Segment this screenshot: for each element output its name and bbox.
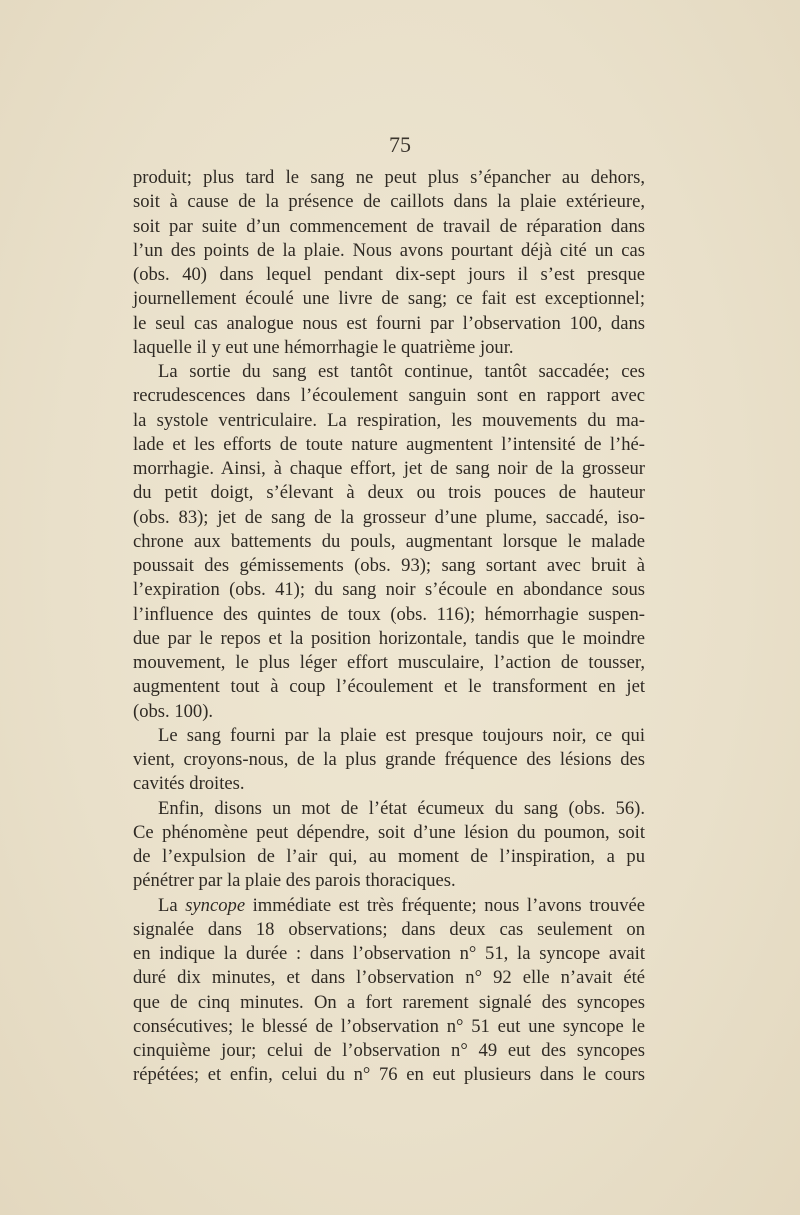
text-line: recrudescences dans l’écoulement sanguin sont en rapport avec [133, 385, 645, 407]
italic-term: syncope [185, 894, 246, 916]
text-line: mouvement, le plus léger effort musculaire, l’action de tousser, [133, 652, 645, 673]
text-line: de l’expulsion de l’air qui, au moment de l’inspiration, a pu [133, 846, 645, 867]
text-line: le seul cas analogue nous est fourni par l’observation 100, dans [133, 312, 645, 334]
text-run: immédiate est très fréquente; nous l’avons trouvée [245, 894, 645, 916]
text-line: due par le repos et la position horizontale, tandis que le moindre [133, 627, 645, 649]
text-line: répétées; et enfin, celui du n° 76 en eut plusieurs dans le cours [133, 1064, 645, 1086]
text-line: vient, croyons-nous, de la plus grande fréquence des lésions des [133, 749, 645, 770]
page-number: 75 [389, 132, 411, 157]
text-line: laquelle il y eut une hémorrhagie le quatrième jour. [133, 336, 514, 358]
text-line: l’influence des quintes de toux (obs. 116); hémorrhagie suspen- [133, 603, 645, 625]
text-line: cavités droites. [133, 773, 245, 795]
text-line: poussait des gémissements (obs. 93); sang sortant avec bruit à [133, 555, 645, 576]
text-line: duré dix minutes, et dans l’observation n° 92 elle n’avait été [133, 967, 645, 989]
text-line: Enfin, disons un mot de l’état écumeux du sang (obs. 56). [158, 797, 645, 819]
text-line: consécutives; le blessé de l’observation n° 51 eut une syncope le [133, 1015, 645, 1037]
text-line: Le sang fourni par la plaie est presque toujours noir, ce qui [158, 724, 645, 746]
text-line: (obs. 40) dans lequel pendant dix-sept jours il s’est presque [133, 264, 645, 285]
text-line: cinquième jour; celui de l’observation n° 49 eut des syncopes [133, 1040, 645, 1061]
text-line: signalée dans 18 observations; dans deux cas seulement on [133, 918, 645, 940]
text-line: (obs. 100). [133, 700, 214, 722]
text-line: journellement écoulé une livre de sang; ce fait est exceptionnel; [133, 288, 645, 310]
body-text [133, 166, 645, 1088]
text-line: soit à cause de la présence de caillots dans la plaie extérieure, [133, 191, 645, 213]
text-line: l’un des points de la plaie. Nous avons pourtant déjà cité un cas [133, 239, 645, 261]
text-line: soit par suite d’un commencement de travail de réparation dans [133, 215, 645, 237]
text-line: lade et les efforts de toute nature augmentent l’intensité de l’hé- [133, 433, 645, 455]
text-line: que de cinq minutes. On a fort rarement signalé des syncopes [133, 991, 645, 1013]
text-line: produit; plus tard le sang ne peut plus s’épancher au dehors, [133, 167, 645, 188]
text-line: l’expiration (obs. 41); du sang noir s’écoule en abondance sous [133, 579, 645, 601]
text-run: La [158, 894, 186, 916]
text-line: augmentent tout à coup l’écoulement et le transforment en jet [133, 676, 645, 698]
text-line [133, 894, 645, 918]
text-line: chrone aux battements du pouls, augmentant lorsque le malade [133, 530, 645, 552]
text-line: (obs. 83); jet de sang de la grosseur d’une plume, saccadé, iso- [133, 506, 645, 528]
text-line: Ce phénomène peut dépendre, soit d’une lésion du poumon, soit [133, 821, 645, 843]
text-line: morrhagie. Ainsi, à chaque effort, jet de sang noir de la grosseur [133, 458, 645, 479]
text-line: La sortie du sang est tantôt continue, tantôt saccadée; ces [158, 361, 645, 382]
text-line: pénétrer par la plaie des parois thoraciques. [133, 870, 456, 892]
text-line: du petit doigt, s’élevant à deux ou trois pouces de hauteur [133, 482, 645, 504]
text-line: en indique la durée : dans l’observation n° 51, la syncope avait [133, 943, 645, 964]
text-line: la systole ventriculaire. La respiration, les mouvements du ma- [133, 409, 645, 431]
